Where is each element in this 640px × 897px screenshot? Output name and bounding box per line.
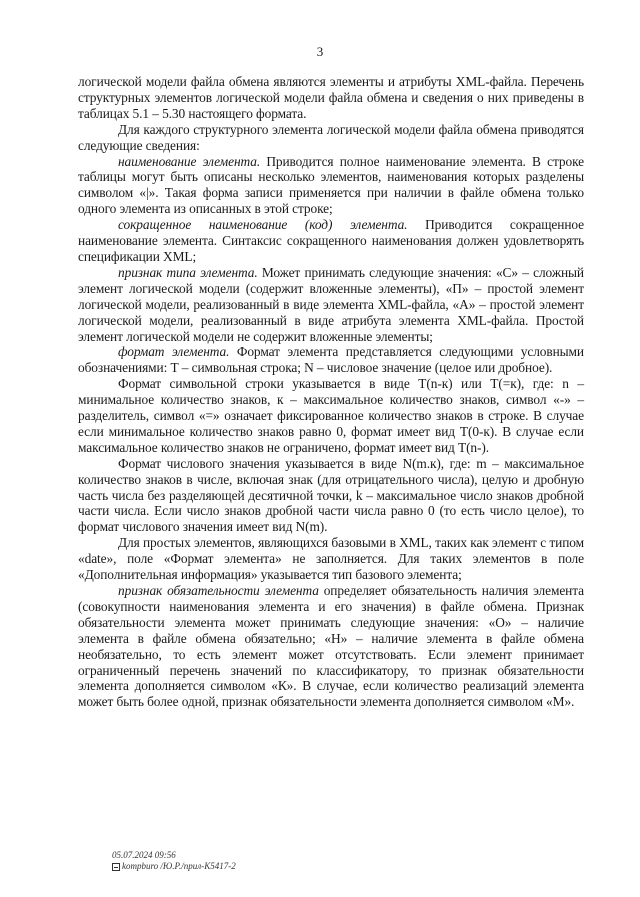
paragraph-text: Может принимать следующие значения: «С» – сложный элемент логической модели (содержит вложенные элементы), «П» – простой элемент логической модели, реализованный в виде элемента XML-файла, «А» – простой элемент логической модели, реализованный в виде атрибута элемента XML-файла. Простой элемент логической модели не содержит вложенные элементы;: [78, 264, 584, 344]
paragraph-text: Для простых элементов, являющихся базовыми в XML, таких как элемент с типом «date», поле «Формат элемента» не заполняется. Для таких элементов в поле «Дополнительная информация» указывается тип базового элемента;: [78, 535, 584, 583]
paragraph: [78, 456, 584, 536]
printer-icon: [112, 863, 120, 871]
paragraph-text: Для каждого структурного элемента логической модели файла обмена приводятся следующие сведения:: [78, 121, 584, 153]
term-italic: наименование элемента.: [118, 153, 261, 169]
term-italic: сокращенное наименование (код) элемента.: [118, 217, 408, 233]
paragraph-text: определяет обязательность наличия элемента (совокупности наименования элемента и его значения) в файле обмена. Признак обязательности элемента может принимать следующие значения: «О» – наличие элемента в файле обмена обязательно; «Н» – наличие элемента в файле обмена необязательно, то есть элемент может отсутствовать. Если элемент принимает ограниченный перечень значений по классификатору, то признак обязательности элемента дополняется символом «К». В случае, если количество реализаций элемента может быть более одной, признак обязательности элемента дополняется символом «М».: [78, 583, 584, 710]
page-number: 3: [316, 44, 324, 59]
print-path: kompburo /Ю.Р./прил-К5417-2: [122, 861, 236, 871]
paragraph: [78, 265, 584, 345]
paragraph-text: Формат символьной строки указывается в виде Т(n-к) или Т(=к), где: n – минимальное количество знаков, к – максимальное количество знаков, символ «-» – разделитель, символ «=» означает фиксированное количество знаков в строке. В случае если минимальное количество знаков равно 0, формат имеет вид Т(0-к). В случае если максимальное количество знаков не ограничено, формат имеет вид Т(n-).: [78, 376, 584, 455]
paragraph: [78, 535, 584, 583]
paragraph-text: Формат элемента представляется следующими условными обозначениями: Т – символьная строка; N – числовое значение (целое или дробное).: [78, 344, 584, 376]
paragraph-text: Формат числового значения указывается в виде N(m.к), где: m – максимальное количество знаков в числе, включая знак (для отрицательного числа), целую и дробную часть числа без разделяющей десятичной точки, k – максимальное число знаков дробной части числа. Если число знаков дробной части числа равно 0 (то есть число целое), то формат числового значения имеет вид N(m).: [78, 455, 584, 535]
document-body: [78, 74, 584, 710]
paragraph-text: Приводится сокращенное наименование элемента. Синтаксис сокращенного наименования должен удовлетворять спецификации XML;: [78, 217, 584, 264]
print-date: 05.07.2024 09:56: [112, 850, 176, 860]
paragraph: [78, 344, 584, 376]
paragraph-text: логической модели файла обмена являются элементы и атрибуты XML-файла. Перечень структурных элементов логической модели файла обмена и сведения о них приведены в таблицах 5.1 – 5.30 настоящего формата.: [78, 74, 584, 121]
paragraph: [78, 122, 584, 154]
term-italic: формат элемента.: [118, 344, 230, 360]
paragraph: [78, 154, 584, 218]
paragraph: [78, 217, 584, 265]
paragraph-text: Приводится полное наименование элемента. В строке таблицы могут быть описаны несколько элементов, наименования которых разделены символом «|». Такая форма записи применяется при наличии в файле обмена только одного элемента из описанных в этой строке;: [78, 153, 584, 217]
print-footer: [112, 850, 236, 872]
paragraph: [78, 376, 584, 456]
term-italic: признак типа элемента.: [118, 264, 258, 280]
paragraph: [78, 583, 584, 710]
term-italic: признак обязательности элемента: [118, 583, 319, 598]
paragraph: [78, 74, 584, 122]
print-path-row: [112, 861, 236, 872]
